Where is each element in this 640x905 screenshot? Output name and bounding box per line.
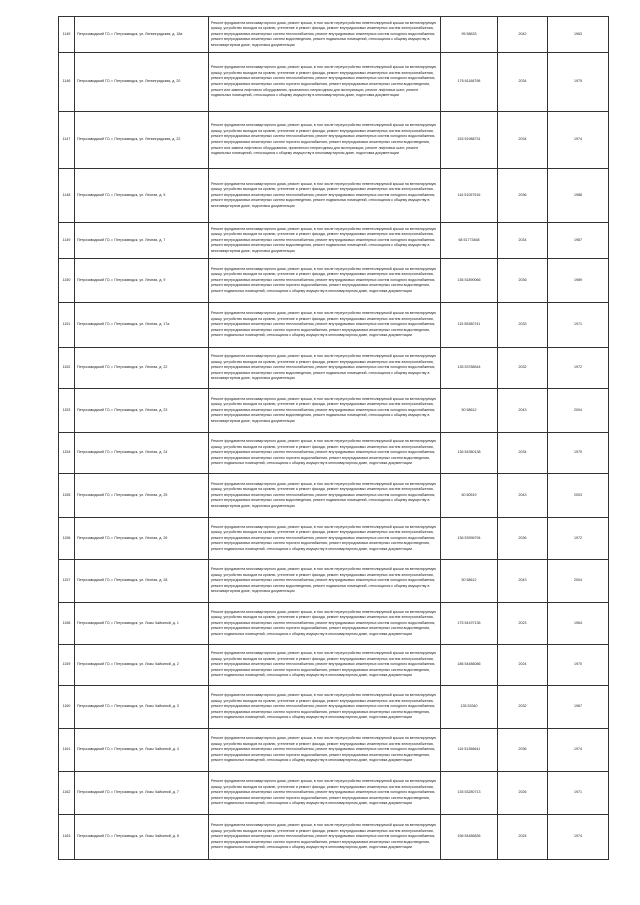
works-description-cell: Ремонт фундамента многоквартирного дома, ремонт крыши, в том числе переустройство невентилируемой крыши на вентилируемую крышу, устройство выходов на кровлю, утепление и ремонт фасада, ремонт внутридомовых инженерных систем электроснабжения, ремонт внутридомовых инженерных систем теплоснабжения, ремонт внутридомовых инженерных систем холодного водоснабжения, ремонт внутридомовых инженерных систем горячего водоснабжения, ремонт внутридомовых инженерных систем водоотведения, ремонт подвальных помещений, относящихся к общему имуществу в многоквартирном доме, подготовка документации [209, 603, 441, 645]
area-cell: 50 58612 [441, 560, 498, 603]
planned-year-cell: 2043 [498, 560, 548, 603]
build-year-cell: 1970 [548, 433, 609, 474]
build-year-cell: 1972 [548, 518, 609, 560]
area-cell: 95 58633 [441, 17, 498, 53]
planned-year-cell: 2034 [498, 223, 548, 259]
table-row [59, 729, 609, 772]
row-number: 1146 [59, 53, 75, 112]
planned-year-cell: 2032 [498, 686, 548, 729]
row-number: 1152 [59, 348, 75, 389]
address-cell: Петрозаводский ГО, г. Петрозаводск, ул. Лесная, д. 5 [75, 169, 209, 223]
row-number: 1158 [59, 603, 75, 645]
planned-year-cell: 2036 [498, 169, 548, 223]
table-row [59, 223, 609, 259]
build-year-cell: 1971 [548, 772, 609, 815]
table-row [59, 169, 609, 223]
row-number: 1151 [59, 303, 75, 348]
build-year-cell: 1971 [548, 303, 609, 348]
planned-year-cell: 2032 [498, 348, 548, 389]
works-description-cell: Ремонт фундамента многоквартирного дома, ремонт крыши, в том числе переустройство невентилируемой крыши на вентилируемую крышу, устройство выходов на кровлю, утепление и ремонт фасада, ремонт внутридомовых инженерных систем электроснабжения, ремонт внутридомовых инженерных систем теплоснабжения, ремонт внутридомовых инженерных систем холодного водоснабжения, ремонт внутридомовых инженерных систем горячего водоснабжения, ремонт внутридомовых инженерных систем водоотведения, ремонт подвальных помещений, относящихся к общему имуществу в многоквартирном доме, подготовка документации [209, 518, 441, 560]
address-cell: Петрозаводский ГО, г. Петрозаводск, ул. Лизы Чайкиной, д. 4 [75, 729, 209, 772]
works-description-cell: Ремонт фундамента многоквартирного дома, ремонт крыши, в том числе переустройство невентилируемой крыши на вентилируемую крышу, устройство выходов на кровлю, утепление и ремонт фасада, ремонт внутридомовых инженерных систем электроснабжения, ремонт внутридомовых инженерных систем теплоснабжения, ремонт внутридомовых инженерных систем холодного водоснабжения, ремонт внутридомовых инженерных систем горячего водоснабжения, ремонт внутридомовых инженерных систем водоотведения, ремонт подвальных помещений, относящихся к общему имуществу в многоквартирном доме, подготовка документации [209, 772, 441, 815]
area-cell: 153 51988731 [441, 112, 498, 169]
table-row [59, 433, 609, 474]
build-year-cell: 1974 [548, 112, 609, 169]
table-body [59, 17, 609, 860]
address-cell: Петрозаводский ГО, г. Петрозаводск, ул. Лизы Чайкиной, д. 1 [75, 603, 209, 645]
build-year-cell: 1964 [548, 603, 609, 645]
area-cell: 50 58612 [441, 389, 498, 433]
table-row [59, 303, 609, 348]
build-year-cell: 1989 [548, 259, 609, 303]
row-number: 1159 [59, 645, 75, 686]
table-row [59, 686, 609, 729]
build-year-cell: 1963 [548, 17, 609, 53]
address-cell: Петрозаводский ГО, г. Петрозаводск, ул. Ленинградская, д. 18а [75, 17, 209, 53]
works-description-cell: Ремонт фундамента многоквартирного дома, ремонт крыши, в том числе переустройство невентилируемой крыши на вентилируемую крышу, устройство выходов на кровлю, утепление и ремонт фасада, ремонт внутридомовых инженерных систем электроснабжения, ремонт внутридомовых инженерных систем теплоснабжения, ремонт внутридомовых инженерных систем холодного водоснабжения, ремонт внутридомовых инженерных систем горячего водоснабжения, ремонт внутридомовых инженерных систем водоотведения, ремонт подвальных помещений, относящихся к общему имуществу в многоквартирном доме, подготовка документации [209, 433, 441, 474]
planned-year-cell: 2036 [498, 518, 548, 560]
build-year-cell: 1988 [548, 169, 609, 223]
area-cell: 116 51366641 [441, 729, 498, 772]
table-row [59, 645, 609, 686]
address-cell: Петрозаводский ГО, г. Петрозаводск, ул. Лесная, д. 26 [75, 518, 209, 560]
build-year-cell: 1970 [548, 645, 609, 686]
table-row [59, 815, 609, 860]
table-row [59, 560, 609, 603]
build-year-cell: 2004 [548, 389, 609, 433]
table-row [59, 772, 609, 815]
planned-year-cell: 2036 [498, 729, 548, 772]
works-description-cell: Ремонт фундамента многоквартирного дома, ремонт крыши, в том числе переустройство невентилируемой крыши на вентилируемую крышу, устройство выходов на кровлю, утепление и ремонт фасада, ремонт внутридомовых инженерных систем электроснабжения, ремонт внутридомовых инженерных систем теплоснабжения, ремонт внутридомовых инженерных систем холодного водоснабжения, ремонт внутридомовых инженерных систем водоотведения, ремонт подвальных помещений, относящихся к общему имуществу в многоквартирном доме, подготовка документации [209, 389, 441, 433]
works-description-cell: Ремонт фундамента многоквартирного дома, ремонт крыши, в том числе переустройство невентилируемой крыши на вентилируемую крышу, устройство выходов на кровлю, утепление и ремонт фасада, ремонт внутридомовых инженерных систем электроснабжения, ремонт внутридомовых инженерных систем теплоснабжения, ремонт внутридомовых инженерных систем холодного водоснабжения, ремонт внутридомовых инженерных систем водоотведения, ремонт подвальных помещений, относящихся к общему имуществу в многоквартирном доме, подготовка документации [209, 474, 441, 518]
planned-year-cell: 2042 [498, 17, 548, 53]
table-row [59, 518, 609, 560]
build-year-cell: 1974 [548, 815, 609, 860]
planned-year-cell: 2034 [498, 112, 548, 169]
row-number: 1147 [59, 112, 75, 169]
address-cell: Петрозаводский ГО, г. Петрозаводск, ул. Ленинградская, д. 20 [75, 53, 209, 112]
works-description-cell: Ремонт фундамента многоквартирного дома, ремонт крыши, в том числе переустройство невентилируемой крыши на вентилируемую крышу, устройство выходов на кровлю, утепление и ремонт фасада, ремонт внутридомовых инженерных систем электроснабжения, ремонт внутридомовых инженерных систем теплоснабжения, ремонт внутридомовых инженерных систем холодного водоснабжения, ремонт внутридомовых инженерных систем водоотведения, ремонт подвальных помещений, относящихся к общему имуществу в многоквартирном доме, подготовка документации [209, 223, 441, 259]
address-cell: Петрозаводский ГО, г. Петрозаводск, ул. Лесная, д. 23 [75, 389, 209, 433]
planned-year-cell: 2024 [498, 815, 548, 860]
area-cell: 135 53788544 [441, 348, 498, 389]
works-description-cell: Ремонт фундамента многоквартирного дома, ремонт крыши, в том числе переустройство невентилируемой крыши на вентилируемую крышу, устройство выходов на кровлю, утепление и ремонт фасада, ремонт внутридомовых инженерных систем электроснабжения, ремонт внутридомовых инженерных систем теплоснабжения, ремонт внутридомовых инженерных систем холодного водоснабжения, ремонт внутридомовых инженерных систем горячего водоснабжения, ремонт внутридомовых инженерных систем водоотведения, ремонт подвальных помещений, относящихся к общему имуществу в многоквартирном доме, подготовка документации [209, 259, 441, 303]
address-cell: Петрозаводский ГО, г. Петрозаводск, ул. Лесная, д. 7 [75, 223, 209, 259]
row-number: 1161 [59, 729, 75, 772]
works-description-cell: Ремонт фундамента многоквартирного дома, ремонт крыши, в том числе переустройство невентилируемой крыши на вентилируемую крышу, устройство выходов на кровлю, утепление и ремонт фасада, ремонт внутридомовых инженерных систем электроснабжения, ремонт внутридомовых инженерных систем теплоснабжения, ремонт внутридомовых инженерных систем холодного водоснабжения, ремонт внутридомовых инженерных систем горячего водоснабжения, ремонт внутридомовых инженерных систем водоотведения, ремонт или замена лифтового оборудования, признанного непригодным для эксплуатации, ремонт лифтовых шахт, ремонт подвальных помещений, относящихся к общему имуществу в многоквартирном доме, подготовка документации [209, 53, 441, 112]
planned-year-cell: 2034 [498, 433, 548, 474]
works-description-cell: Ремонт фундамента многоквартирного дома, ремонт крыши, в том числе переустройство невентилируемой крыши на вентилируемую крышу, устройство выходов на кровлю, утепление и ремонт фасада, ремонт внутридомовых инженерных систем электроснабжения, ремонт внутридомовых инженерных систем теплоснабжения, ремонт внутридомовых инженерных систем холодного водоснабжения, ремонт внутридомовых инженерных систем горячего водоснабжения, ремонт внутридомовых инженерных систем водоотведения, ремонт подвальных помещений, относящихся к общему имуществу в многоквартирном доме, подготовка документации [209, 815, 441, 860]
table-row [59, 474, 609, 518]
address-cell: Петрозаводский ГО, г. Петрозаводск, ул. Лизы Чайкиной, д. 7 [75, 772, 209, 815]
build-year-cell: 1974 [548, 729, 609, 772]
address-cell: Петрозаводский ГО, г. Петрозаводск, ул. Лесная, д. 25 [75, 474, 209, 518]
table-row [59, 53, 609, 112]
build-year-cell: 1967 [548, 686, 609, 729]
planned-year-cell: 2043 [498, 474, 548, 518]
works-description-cell: Ремонт фундамента многоквартирного дома, ремонт крыши, в том числе переустройство невентилируемой крыши на вентилируемую крышу, устройство выходов на кровлю, утепление и ремонт фасада, ремонт внутридомовых инженерных систем электроснабжения, ремонт внутридомовых инженерных систем теплоснабжения, ремонт внутридомовых инженерных систем холодного водоснабжения, ремонт внутридомовых инженерных систем водоотведения, ремонт подвальных помещений, относящихся к общему имуществу в многоквартирном доме, подготовка документации [209, 348, 441, 389]
table-row [59, 348, 609, 389]
address-cell: Петрозаводский ГО, г. Петрозаводск, ул. Лизы Чайкиной, д. 8 [75, 815, 209, 860]
row-number: 1160 [59, 686, 75, 729]
build-year-cell: 1972 [548, 348, 609, 389]
address-cell: Петрозаводский ГО, г. Петрозаводск, ул. Лесная, д. 9 [75, 259, 209, 303]
area-cell: 135 53280713 [441, 772, 498, 815]
planned-year-cell: 2026 [498, 772, 548, 815]
planned-year-cell: 2033 [498, 303, 548, 348]
build-year-cell: 1987 [548, 223, 609, 259]
area-cell: 186 54486086 [441, 645, 498, 686]
area-cell: 60 60519 [441, 474, 498, 518]
address-cell: Петрозаводский ГО, г. Петрозаводск, ул. Лизы Чайкиной, д. 2 [75, 645, 209, 686]
address-cell: Петрозаводский ГО, г. Петрозаводск, ул. Ленинградская, д. 22 [75, 112, 209, 169]
area-cell: 68 51773468 [441, 223, 498, 259]
area-cell: 136 51890066 [441, 259, 498, 303]
address-cell: Петрозаводский ГО, г. Петрозаводск, ул. Лесная, д. 22 [75, 348, 209, 389]
address-cell: Петрозаводский ГО, г. Петрозаводск, ул. Лесная, д. 24 [75, 433, 209, 474]
works-description-cell: Ремонт фундамента многоквартирного дома, ремонт крыши, в том числе переустройство невентилируемой крыши на вентилируемую крышу, устройство выходов на кровлю, утепление и ремонт фасада, ремонт внутридомовых инженерных систем электроснабжения, ремонт внутридомовых инженерных систем теплоснабжения, ремонт внутридомовых инженерных систем холодного водоснабжения, ремонт внутридомовых инженерных систем горячего водоснабжения, ремонт внутридомовых инженерных систем водоотведения, ремонт подвальных помещений, относящихся к общему имуществу в многоквартирном доме, подготовка документации [209, 303, 441, 348]
table-row [59, 603, 609, 645]
area-cell: 156 54486836 [441, 815, 498, 860]
works-description-cell: Ремонт фундамента многоквартирного дома, ремонт крыши, в том числе переустройство невентилируемой крыши на вентилируемую крышу, устройство выходов на кровлю, утепление и ремонт фасада, ремонт внутридомовых инженерных систем электроснабжения, ремонт внутридомовых инженерных систем теплоснабжения, ремонт внутридомовых инженерных систем холодного водоснабжения, ремонт внутридомовых инженерных систем горячего водоснабжения, ремонт внутридомовых инженерных систем водоотведения, ремонт подвальных помещений, относящихся к общему имуществу в многоквартирном доме, подготовка документации [209, 686, 441, 729]
planned-year-cell: 2023 [498, 603, 548, 645]
row-number: 1163 [59, 815, 75, 860]
table-row [59, 112, 609, 169]
table-row [59, 259, 609, 303]
address-cell: Петрозаводский ГО, г. Петрозаводск, ул. Лесная, д. 17а [75, 303, 209, 348]
area-cell: 136 54380138 [441, 433, 498, 474]
row-number: 1145 [59, 17, 75, 53]
works-description-cell: Ремонт фундамента многоквартирного дома, ремонт крыши, в том числе переустройство невентилируемой крыши на вентилируемую крышу, устройство выходов на кровлю, утепление и ремонт фасада, ремонт внутридомовых инженерных систем электроснабжения, ремонт внутридомовых инженерных систем теплоснабжения, ремонт внутридомовых инженерных систем холодного водоснабжения, ремонт внутридомовых инженерных систем горячего водоснабжения, ремонт внутридомовых инженерных систем водоотведения, ремонт или замена лифтового оборудования, признанного непригодным для эксплуатации, ремонт лифтовых шахт, ремонт подвальных помещений, относящихся к общему имуществу в многоквартирном доме, подготовка документации [209, 112, 441, 169]
capital-repair-table [58, 16, 609, 860]
area-cell: 176 61168798 [441, 53, 498, 112]
works-description-cell: Ремонт фундамента многоквартирного дома, ремонт крыши, в том числе переустройство невентилируемой крыши на вентилируемую крышу, устройство выходов на кровлю, утепление и ремонт фасада, ремонт внутридомовых инженерных систем электроснабжения, ремонт внутридомовых инженерных систем теплоснабжения, ремонт внутридомовых инженерных систем холодного водоснабжения, ремонт внутридомовых инженерных систем водоотведения, ремонт подвальных помещений, относящихся к общему имуществу в многоквартирном доме, подготовка документации [209, 560, 441, 603]
address-cell: Петрозаводский ГО, г. Петрозаводск, ул. Лизы Чайкиной, д. 3 [75, 686, 209, 729]
area-cell: 175 54197136 [441, 603, 498, 645]
build-year-cell: 2004 [548, 560, 609, 603]
row-number: 1156 [59, 518, 75, 560]
address-cell: Петрозаводский ГО, г. Петрозаводск, ул. Лесная, д. 28 [75, 560, 209, 603]
planned-year-cell: 2034 [498, 53, 548, 112]
planned-year-cell: 2024 [498, 645, 548, 686]
row-number: 1157 [59, 560, 75, 603]
works-description-cell: Ремонт фундамента многоквартирного дома, ремонт крыши, в том числе переустройство невентилируемой крыши на вентилируемую крышу, устройство выходов на кровлю, утепление и ремонт фасада, ремонт внутридомовых инженерных систем электроснабжения, ремонт внутридомовых инженерных систем теплоснабжения, ремонт внутридомовых инженерных систем холодного водоснабжения, ремонт внутридомовых инженерных систем горячего водоснабжения, ремонт внутридомовых инженерных систем водоотведения, ремонт подвальных помещений, относящихся к общему имуществу в многоквартирном доме, подготовка документации [209, 645, 441, 686]
row-number: 1155 [59, 474, 75, 518]
row-number: 1150 [59, 259, 75, 303]
works-description-cell: Ремонт фундамента многоквартирного дома, ремонт крыши, в том числе переустройство невентилируемой крыши на вентилируемую крышу, устройство выходов на кровлю, утепление и ремонт фасада, ремонт внутридомовых инженерных систем электроснабжения, ремонт внутридомовых инженерных систем теплоснабжения, ремонт внутридомовых инженерных систем холодного водоснабжения, ремонт внутридомовых инженерных систем водоотведения, ремонт подвальных помещений, относящихся к общему имуществу в многоквартирном доме, подготовка документации [209, 169, 441, 223]
area-cell: 136 53996794 [441, 518, 498, 560]
build-year-cell: 1975 [548, 53, 609, 112]
area-cell: 115 55380741 [441, 303, 498, 348]
build-year-cell: 2003 [548, 474, 609, 518]
row-number: 1162 [59, 772, 75, 815]
table-row [59, 389, 609, 433]
table-row [59, 17, 609, 53]
row-number: 1148 [59, 169, 75, 223]
area-cell: 135 53340 [441, 686, 498, 729]
row-number: 1149 [59, 223, 75, 259]
works-description-cell: Ремонт фундамента многоквартирного дома, ремонт крыши, в том числе переустройство невентилируемой крыши на вентилируемую крышу, устройство выходов на кровлю, утепление и ремонт фасада, ремонт внутридомовых инженерных систем электроснабжения, ремонт внутридомовых инженерных систем теплоснабжения, ремонт внутридомовых инженерных систем холодного водоснабжения, ремонт внутридомовых инженерных систем водоотведения, ремонт подвальных помещений, относящихся к общему имуществу в многоквартирном доме, подготовка документации [209, 17, 441, 53]
row-number: 1154 [59, 433, 75, 474]
planned-year-cell: 2036 [498, 259, 548, 303]
planned-year-cell: 2043 [498, 389, 548, 433]
row-number: 1153 [59, 389, 75, 433]
works-description-cell: Ремонт фундамента многоквартирного дома, ремонт крыши, в том числе переустройство невентилируемой крыши на вентилируемую крышу, устройство выходов на кровлю, утепление и ремонт фасада, ремонт внутридомовых инженерных систем электроснабжения, ремонт внутридомовых инженерных систем теплоснабжения, ремонт внутридомовых инженерных систем холодного водоснабжения, ремонт внутридомовых инженерных систем горячего водоснабжения, ремонт внутридомовых инженерных систем водоотведения, ремонт подвальных помещений, относящихся к общему имуществу в многоквартирном доме, подготовка документации [209, 729, 441, 772]
area-cell: 116 51057516 [441, 169, 498, 223]
